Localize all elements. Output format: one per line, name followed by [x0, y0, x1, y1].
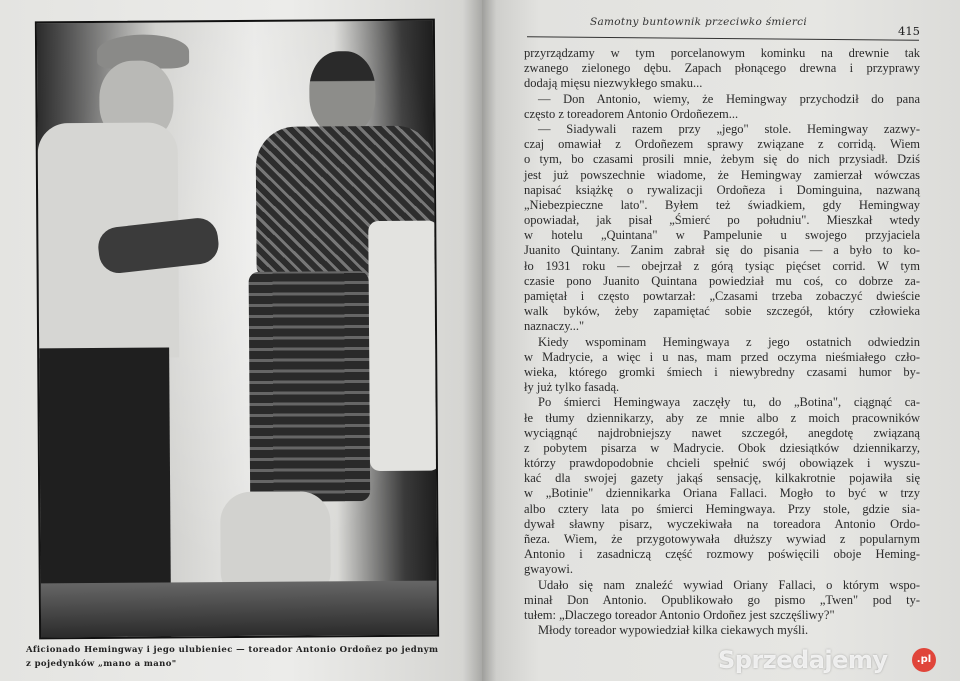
text-line: w hotelu „Quintana" w Pampelunie u swojego przyjaciela	[524, 228, 920, 243]
text-line: naznaczy..."	[524, 319, 585, 334]
text-line: czasie pono Juanito Quintana powiedział mu coś, co dobrze za-	[524, 273, 920, 288]
text-line: ñeza. Wiem, że przygotowywała dłuższy wywiad z popularnym	[524, 532, 920, 546]
text-line: jest już powszechnie wiadome, że Hemingway zamierzał wówczas	[524, 167, 920, 182]
body-text	[524, 46, 920, 638]
running-head: Samotny buntownik przeciwko śmierci	[590, 16, 807, 28]
text-line: Kiedy wspominam Hemingwaya z jego ostatnich odwiedzin	[538, 334, 920, 349]
text-line: „Niebezpieczne lato". Byłem też świadkiem, gdy Hemingway	[524, 197, 920, 212]
watermark-logo: Sprzedajemy	[718, 646, 888, 674]
page-number: 415	[898, 24, 920, 38]
photo-caption: Aficionado Hemingway i jego ulubieniec — toreador Antonio Ordoñez po jednym z pojedynków „mano a mano"	[26, 645, 439, 669]
text-line: w „Botinie" dziennikarka Oriana Fallaci. Mogło to być w trzy	[524, 486, 920, 501]
text-line: czaj omawiał z Ordoñezem sprawy związane z corridą. Wiem	[524, 137, 920, 152]
text-line: wyciągnąć najdrobniejszy nawet szczegół, anegdotę związaną	[524, 425, 920, 440]
text-line: którzy prawdopodobnie chcieli spełnić swój obowiązek i wyszu-	[524, 456, 920, 471]
text-line: Po śmierci Hemingwaya zaczęły tu, do „Botina", ciągnąć ca-	[538, 395, 920, 410]
text-line: albo cztery lata po śmierci Hemingwaya. Przy stole, gdzie sia-	[524, 501, 920, 516]
text-line: w Madrycie, a więc i u nas, mam przed oczyma nieśmiałego czło-	[524, 349, 920, 364]
text-line: przyrządzamy w tym porcelanowym kominku na drewnie tak	[524, 46, 920, 60]
photo-toreador-head	[309, 51, 376, 135]
text-line: minał Don Antonio. Opublikowało go pismo „Twen" pod ty-	[524, 592, 920, 607]
text-line: wieka, którego gromki śmiech i niewybredny czasami humor by-	[524, 364, 920, 379]
photo-toreador-trousers	[249, 271, 371, 502]
text-line: pamiętał i często powtarzał: „Czasami trzeba zobaczyć dwieście	[524, 289, 920, 303]
text-line: walk byków, żeby zapamiętać sobie szczegół, który człowieka	[524, 304, 920, 319]
text-line: łe tłumy dziennikarzy, aby ze mnie albo z moich pracowników	[524, 410, 920, 425]
text-line: o tym, bo czasami prosili mnie, żebym się do nich przysiadł. Dziś	[524, 152, 920, 167]
text-line: Młody toreador wypowiedział kilka ciekawych myśli.	[538, 623, 809, 638]
text-line: tułem: „Dlaczego toreador Antonio Ordoñez jest szczęśliwy?"	[524, 607, 835, 622]
text-line: zwanego zielonego dębu. Zapach płonącego drewna i przyprawy	[524, 61, 920, 76]
photograph-hemingway-and-toreador	[35, 19, 439, 640]
text-line: ło 1931 roku — obejrzał z górą tysiąc pięćset corrid. W tym	[524, 258, 920, 273]
photo-toreador-cape	[368, 221, 439, 471]
text-line: dodają mięsu niezwykłego smaku...	[524, 76, 703, 91]
text-line: napisać książkę o rywalizacji Ordoñeza i Dominguina, nazwaną	[524, 182, 920, 197]
text-line: kać dla swojej gazety jakąś sensację, kilkakrotnie pojawiła się	[524, 471, 920, 486]
text-line: Antonio i zasadniczą część rozmowy poświęcili oboje Heming-	[524, 547, 920, 562]
text-line: z pobytem pisarza w Madrycie. Obok dziesiątków dziennikarzy,	[524, 440, 920, 455]
text-line: dywał sławny pisarz, wyczekiwała na toreadora Antonio Ordo-	[524, 516, 920, 531]
text-line: opowiadał, jak pisał „Śmierć po południu". Mieszkał wtedy	[524, 213, 920, 228]
text-line: — Siadywali razem przy „jego" stole. Hemingway zazwy-	[538, 121, 920, 136]
text-line: Juanito Quintany. Zanim zabrał się do pisania — a było to ko-	[524, 243, 920, 258]
photo-ground	[41, 581, 437, 638]
text-line: ły już tylko fasadą.	[524, 380, 620, 395]
text-line: — Don Antonio, wiemy, że Hemingway przychodził do pana	[538, 91, 920, 106]
text-line: często z toreadorem Antonio Ordoñezem...	[524, 106, 739, 121]
text-line: gwayowi.	[524, 562, 573, 577]
watermark-badge: .pl	[912, 648, 936, 672]
text-line: Udało się nam znaleźć wywiad Oriany Fallaci, o którym wspo-	[538, 577, 920, 592]
